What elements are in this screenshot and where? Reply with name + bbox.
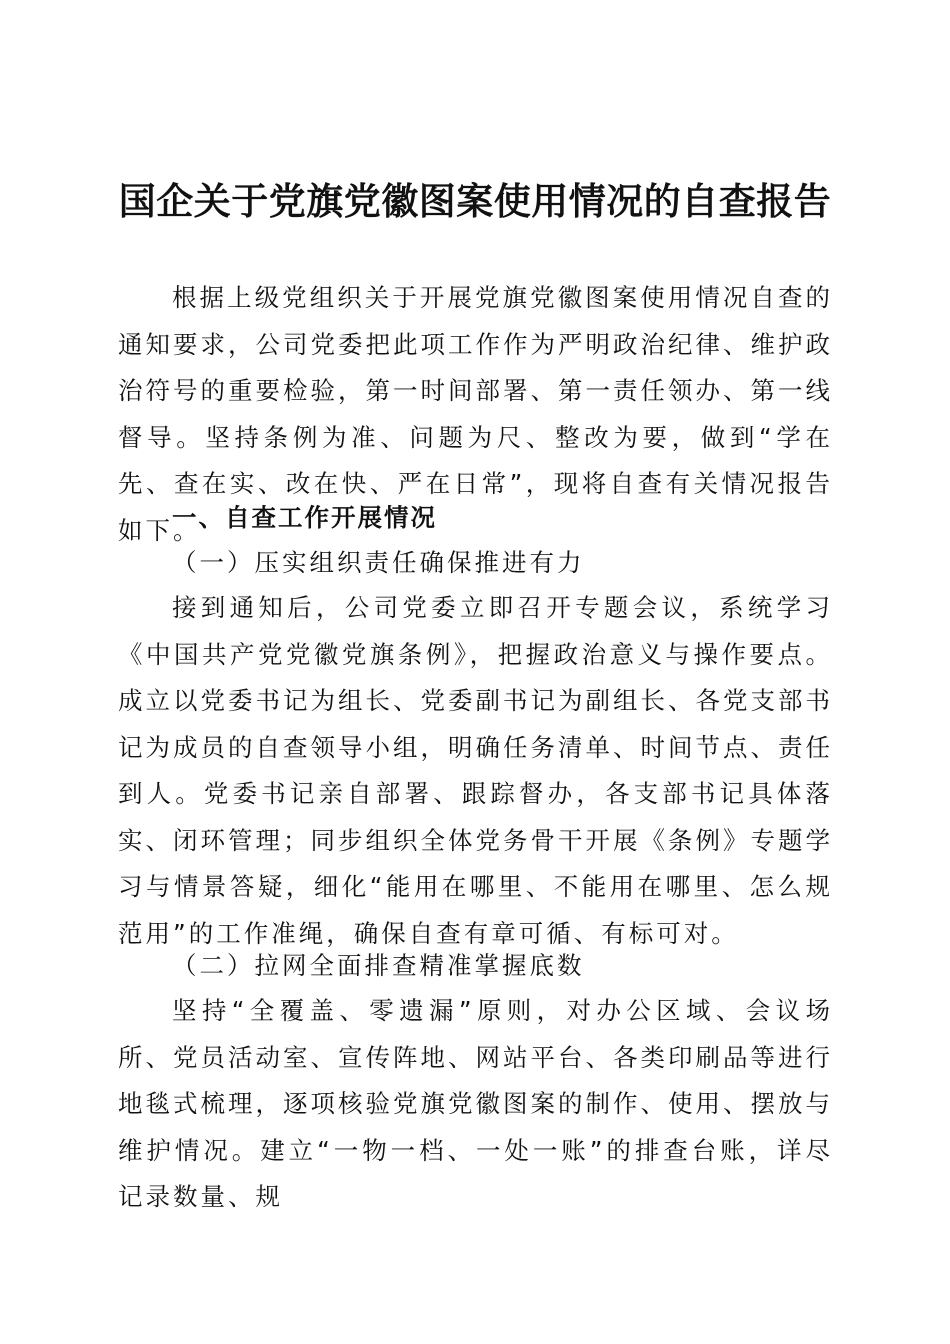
intro-paragraph: 根据上级党组织关于开展党旗党徽图案使用情况自查的通知要求，公司党委把此项工作作为严明政治纪律、维护政治符号的重要检验，第一时间部署、第一责任领办、第一线督导。坚持条例为准、问题为尺、整改为要，做到“学在先、查在实、改在快、严在日常”，现将自查有关情况报告如下。 xyxy=(118,283,833,545)
subsection-2-paragraph: 坚持“全覆盖、零遗漏”原则，对办公区域、会议场所、党员活动室、宣传阵地、网站平台、各类印刷品等进行地毯式梳理，逐项核验党旗党徽图案的制作、使用、摆放与维护情况。建立“一物一档、一处一账”的排查台账，详尽记录数量、规 xyxy=(118,996,833,1211)
document-title: 国企关于党旗党徽图案使用情况的自查报告 xyxy=(118,179,832,223)
subsection-heading-1: （一）压实组织责任确保推进有力 xyxy=(172,548,585,577)
subsection-1-paragraph: 接到通知后，公司党委立即召开专题会议，系统学习《中国共产党党徽党旗条例》，把握政治意义与操作要点。成立以党委书记为组长、党委副书记为副组长、各党支部书记为成员的自查领导小组，明确任务清单、时间节点、责任到人。党委书记亲自部署、跟踪督办，各支部书记具体落实、闭环管理；同步组织全体党务骨干开展《条例》专题学习与情景答疑，细化“能用在哪里、不能用在哪里、怎么规范用”的工作准绳，确保自查有章可循、有标可对。 xyxy=(118,593,833,948)
section-heading-1: 一、自查工作开展情况 xyxy=(172,503,437,532)
subsection-heading-2: （二）拉网全面排查精准掌握底数 xyxy=(172,951,585,980)
